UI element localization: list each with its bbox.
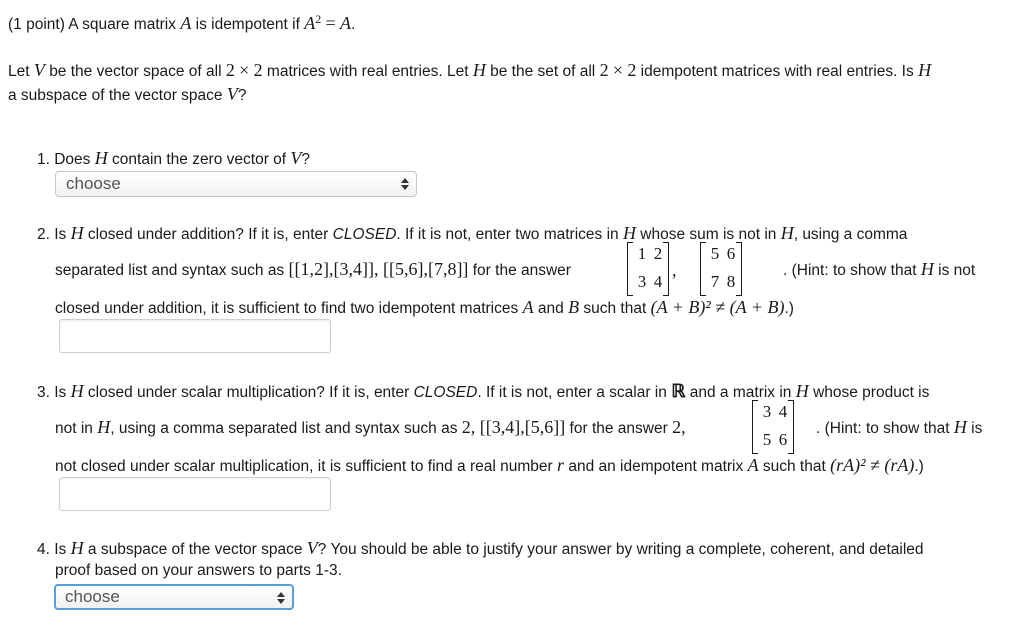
var-A: A [339, 13, 351, 34]
var-H: H [70, 381, 84, 401]
intro-line [8, 12, 355, 34]
text: contain the zero vector of [112, 151, 287, 168]
setup-line-2 [8, 84, 247, 105]
text: Let [8, 63, 30, 80]
text: such that [583, 300, 647, 317]
var-H: H [780, 223, 794, 243]
matrix-cell: 3 [762, 402, 772, 421]
text: for the answer [569, 420, 668, 437]
text: closed under scalar multiplication? If it is, enter [87, 384, 410, 401]
text: . If it is not, enter a scalar in [477, 384, 667, 401]
closed-keyword: CLOSED [332, 226, 397, 243]
matrix-cell: 4 [653, 272, 663, 291]
question-3-line-2b [816, 417, 982, 438]
matrix-cell: 8 [726, 272, 736, 291]
text: . (Hint: to show that [783, 262, 917, 279]
text: closed under addition? If it is, enter [87, 226, 329, 243]
question-4-line-2 [55, 562, 342, 580]
text: ? [301, 151, 311, 168]
matrix-example-3 [752, 400, 794, 454]
var-H: H [622, 223, 636, 243]
intro-prefix: (1 point) A square matrix [8, 16, 176, 34]
period: . [350, 16, 356, 34]
question-4-line-1 [37, 538, 924, 559]
question-2-line-3 [55, 297, 794, 318]
bracket-left [752, 400, 758, 454]
text: . (Hint: to show that [816, 420, 950, 437]
text: 2. Is [37, 226, 67, 243]
text: such that [762, 458, 826, 475]
setup-line-1 [8, 60, 931, 81]
num: 2 [253, 60, 263, 80]
question-3-line-3 [55, 455, 924, 476]
num: 2 [599, 60, 609, 80]
text: ? You should be able to justify your answer by writing a complete, coherent, and detailed [317, 541, 924, 558]
var-V: V [33, 60, 45, 80]
text: and a matrix in [689, 384, 792, 401]
matrix-cell: 6 [778, 430, 788, 449]
text: , using a comma [793, 226, 908, 243]
text: proof based on your answers to parts 1-3. [55, 562, 342, 579]
var-H: H [920, 259, 934, 279]
text: is not [938, 262, 976, 279]
reals-symbol: ℝ [671, 381, 686, 401]
text: not closed under scalar multiplication, it is sufficient to find a real number [55, 458, 553, 475]
text: be the vector space of all [49, 63, 222, 80]
var-A: A [180, 13, 192, 34]
text: .) [914, 458, 924, 475]
formula: (rA)² ≠ (rA) [830, 455, 915, 475]
q1-answer-select[interactable] [55, 171, 417, 197]
text: closed under addition, it is sufficient to find two idempotent matrices [55, 300, 519, 317]
var-H: H [70, 223, 84, 243]
q4-answer-select[interactable] [54, 584, 294, 610]
matrix-cell: 7 [710, 272, 720, 291]
text: a subspace of the vector space [87, 541, 303, 558]
text: and an idempotent matrix [568, 458, 744, 475]
q3-answer-input[interactable] [59, 477, 331, 511]
text: and [537, 300, 564, 317]
matrix-cell: 4 [778, 402, 788, 421]
question-3-line-1 [37, 381, 929, 402]
num: 2 [225, 60, 235, 80]
text: is [971, 420, 983, 437]
bracket-left [700, 242, 706, 296]
text: a subspace of the vector space [8, 87, 223, 104]
var-B: B [568, 297, 580, 317]
var-V: V [290, 148, 302, 168]
text: separated list and syntax such as [55, 262, 285, 279]
question-1-text [37, 148, 310, 169]
select-value: choose [65, 587, 120, 606]
comma: , [672, 260, 677, 280]
num: 2 [627, 60, 637, 80]
question-2-line-2b [783, 259, 975, 280]
intro-text: is idempotent if [195, 16, 300, 34]
text: .) [784, 300, 794, 317]
updown-arrows-icon [401, 177, 409, 191]
var-A: A [747, 455, 759, 475]
matrix-example-1 [627, 242, 669, 296]
text: for the answer [472, 262, 571, 279]
matrix-cell: 5 [762, 430, 772, 449]
text: 4. Is [37, 541, 67, 558]
var-A: A [304, 13, 316, 34]
var-H: H [918, 60, 932, 80]
text: , using a comma separated list and syntax such as [110, 420, 458, 437]
matrix-cell: 2 [653, 244, 663, 263]
syntax-example: [[1,2],[3,4]], [[5,6],[7,8]] [288, 259, 469, 279]
times: × [239, 60, 250, 80]
text: matrices with real entries. Let [266, 63, 469, 80]
syntax-example: 2, [[3,4],[5,6]] [461, 417, 566, 437]
formula: (A + B)² ≠ (A + B) [650, 297, 785, 317]
closed-keyword: CLOSED [413, 384, 478, 401]
var-H: H [70, 538, 84, 558]
text: not in [55, 420, 93, 437]
text: whose product is [813, 384, 930, 401]
equals: = [325, 13, 336, 34]
bracket-left [627, 242, 633, 296]
text: whose sum is not in [640, 226, 777, 243]
text: idempotent matrices with real entries. Is [640, 63, 914, 80]
var-H: H [953, 417, 967, 437]
text: . If it is not, enter two matrices in [396, 226, 619, 243]
scalar: 2, [672, 417, 686, 437]
var-V: V [226, 84, 238, 104]
matrix-cell: 3 [637, 272, 647, 291]
times: × [612, 60, 624, 80]
question-3-line-2a [55, 417, 686, 438]
matrix-cell: 6 [726, 244, 736, 263]
q2-answer-input[interactable] [59, 319, 331, 353]
var-A: A [522, 297, 534, 317]
text: 1. Does [37, 151, 91, 168]
matrix-cell: 5 [710, 244, 720, 263]
text: 3. Is [37, 384, 67, 401]
question-2-line-1 [37, 223, 907, 244]
updown-arrows-icon [277, 591, 285, 605]
var-H: H [97, 417, 111, 437]
text: be the set of all [490, 63, 596, 80]
var-H: H [94, 148, 108, 168]
exponent: 2 [315, 12, 322, 26]
matrix-cell: 1 [637, 244, 647, 263]
text: ? [237, 87, 247, 104]
var-V: V [306, 538, 318, 558]
var-H: H [472, 60, 486, 80]
select-value: choose [66, 174, 121, 193]
var-H: H [795, 381, 809, 401]
matrix-example-2 [700, 242, 742, 296]
question-2-line-2a [55, 259, 571, 280]
var-r: r [557, 455, 565, 475]
